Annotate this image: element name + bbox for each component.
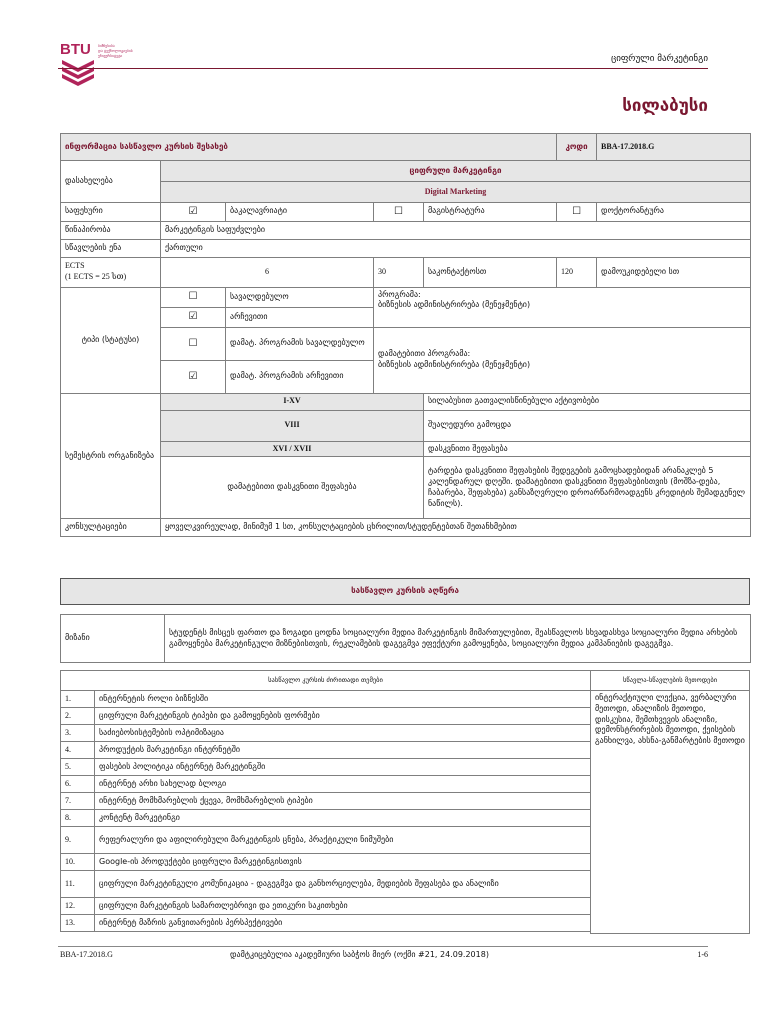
type-checkbox-add-mandatory: ☐ — [161, 327, 226, 360]
topic-number: 5. — [61, 759, 95, 776]
ects-title: ECTS — [65, 261, 85, 271]
topic-number: 7. — [61, 793, 95, 810]
topic-title: პროდუქტის მარკეტინგი ინტერნეტში — [95, 742, 591, 759]
topic-title: ციფრული მარკეტინგული კომუნიკაცია - დაგეგმვა და განხორციელება, მედიების შეფასება და ანალიზი — [95, 871, 591, 898]
topic-number: 11. — [61, 871, 95, 898]
btu-logo — [58, 38, 148, 86]
contact-hours: 30 — [374, 257, 424, 287]
footer-page: 1-6 — [697, 950, 708, 959]
level-label: საფეხური — [61, 203, 161, 222]
sem-weeks-1: I-XV — [161, 393, 424, 410]
consult-value: ყოველკვირეულად, მინიმუმ 1 სთ, კონსულტაციების ცხრილით/სტუდენტებთან შეთანხმებით — [161, 519, 751, 537]
add-program-value: ბიზნესის ადმინისტრირება (მენეჯმენტი) — [378, 360, 531, 369]
type-checkbox-elective: ☑ — [161, 307, 226, 327]
logo-text: BTU — [60, 41, 91, 58]
topic-row — [61, 915, 591, 932]
topic-number: 3. — [61, 725, 95, 742]
topic-title: კონტენტ მარკეტინგი — [95, 810, 591, 827]
code-value: BBA-17.2018.G — [597, 134, 751, 161]
type-mandatory: სავალდებულო — [226, 287, 374, 307]
topic-row — [61, 708, 591, 725]
methods-header: სწავლა-სწავლების მეთოდები — [591, 671, 750, 691]
info-section-title: ინფორმაცია სასწავლო კურსის შესახებ — [61, 134, 557, 161]
topic-number: 1. — [61, 691, 95, 708]
topic-title: რეფერალური და აფილირებული მარკეტინგის ცნება, პრაქტიკული ნიმუშები — [95, 827, 591, 854]
name-label: დასახელება — [61, 161, 161, 203]
footer-divider — [58, 946, 708, 947]
aim-text: სტუდენტს მისცეს ფართო და ზოგადი ცოდნა სოციალური მედია მარკეტინგის მიმართულებით, შეასწავლოს სხვადასხვა სოციალური მედია არხების გამოყენება მარკეტინგული მიზნებისთვის, რეკლამების დაგეგმვა ეფექტური გამოყენება, სოციალური მედია კამპანიების დაგეგმვა. — [165, 615, 751, 663]
methods-table — [590, 670, 750, 934]
level-checkbox-doctoral: ☐ — [557, 203, 597, 222]
footer-code: BBA-17.2018.G — [60, 950, 113, 959]
type-label: ტიპი (სტატუსი) — [61, 287, 161, 393]
contact-label: საკონტაქტოსთ — [424, 257, 557, 287]
level-checkbox-master: ☐ — [374, 203, 424, 222]
topic-row — [61, 898, 591, 915]
topic-row — [61, 742, 591, 759]
topic-title: ციფრული მარკეტინგის სამართლებრივი და ეთიკური საკითხები — [95, 898, 591, 915]
topic-row — [61, 827, 591, 854]
code-label: კოდი — [557, 134, 597, 161]
header-divider — [58, 68, 708, 69]
topic-number: 12. — [61, 898, 95, 915]
type-checkbox-add-elective: ☑ — [161, 360, 226, 393]
description-title: სასწავლო კურსის აღწერა — [61, 579, 750, 605]
type-elective: არჩევითი — [226, 307, 374, 327]
sem-desc-2: შუალედური გამოცდა — [424, 410, 751, 441]
prereq-value: მარკეტინგის საფუძვლები — [161, 221, 751, 239]
independent-hours: 120 — [557, 257, 597, 287]
sem-desc-4: ტარდება დასკვნითი შეფასების შედეგების გამოცხადებიდან არანაკლებ 5 კალენდარულ დღეში. დამატებითი დასკვნითი შეფასებისთვის (მოშზა-დება, ჩაბარება, შეფასება) განსაზღვრული დროარწარმოადგენს კრედიტის შემადგენელ ნაწილს). — [424, 457, 751, 519]
level-bachelor: ბაკალავრიატი — [226, 203, 374, 222]
topic-row — [61, 871, 591, 898]
page-title: სილაბუსი — [622, 96, 708, 116]
topic-row — [61, 810, 591, 827]
add-program-label: დამატებითი პროგრამა: — [378, 349, 471, 359]
topic-row — [61, 793, 591, 810]
type-add-mandatory: დამატ. პროგრამის სავალდებულო — [226, 327, 374, 360]
topic-number: 8. — [61, 810, 95, 827]
topic-row — [61, 691, 591, 708]
topic-title: Google-ის პროდუქტები ციფრული მარკეტინგისთვის — [95, 854, 591, 871]
sem-weeks-2: VIII — [161, 410, 424, 441]
course-info-table — [60, 133, 751, 537]
program-label: პროგრამა: — [378, 289, 421, 299]
topic-row — [61, 759, 591, 776]
semester-label: სემესტრის ორგანიზება — [61, 393, 161, 519]
topic-number: 10. — [61, 854, 95, 871]
level-checkbox-bachelor: ☑ — [161, 203, 226, 222]
sem-desc-3: დასკვნითი შეფასება — [424, 441, 751, 457]
program-cell — [374, 287, 751, 327]
independent-label: დამოუკიდებელი სთ — [597, 257, 751, 287]
topic-title: ფასების პოლიტიკა ინტერნეტ მარკეტინგში — [95, 759, 591, 776]
aim-label: მიზანი — [61, 615, 165, 663]
logo-subtext-2: და ტექნოლოგიების — [98, 49, 133, 53]
description-header-table — [60, 578, 750, 605]
topic-title: ინტერნეტ მომხმარებლის ქცევა, მომხმარებლის ტიპები — [95, 793, 591, 810]
topic-number: 2. — [61, 708, 95, 725]
aim-table — [60, 614, 751, 663]
add-program-cell — [374, 327, 751, 393]
topic-row — [61, 854, 591, 871]
level-master: მაგისტრატურა — [424, 203, 557, 222]
name-ka: ციფრული მარკეტინგი — [161, 161, 751, 182]
topic-number: 6. — [61, 776, 95, 793]
name-en: Digital Marketing — [161, 182, 751, 203]
topics-table — [60, 670, 591, 932]
language-label: სწავლების ენა — [61, 239, 161, 257]
prereq-label: წინაპირობა — [61, 221, 161, 239]
topic-number: 4. — [61, 742, 95, 759]
program-value: ბიზნესის ადმინისტრირება (მენეჯმენტი) — [378, 300, 531, 310]
methods-text: ინტერაქტიული ლექცია, ვერბალური მეთოდი, ანალიზის მეთოდი, დისკუსია, შემთხვევის ანალიზი, დემონსტრირების მეთოდი, ქეისების განხილვა, ახსნა-განმარტების მეთოდი — [591, 691, 750, 934]
language-value: ქართული — [161, 239, 751, 257]
footer-approval: დამტკიცებულია აკადემიური საბჭოს მიერ (ოქმი #21, 24.09.2018) — [230, 950, 489, 959]
ects-label — [61, 257, 161, 287]
header-course-title: ციფრული მარკეტინგი — [611, 54, 708, 64]
ects-value: 6 — [161, 257, 374, 287]
topic-row — [61, 776, 591, 793]
topic-number: 9. — [61, 827, 95, 854]
topic-title: ინტერნეტ არხი სახელად ბლოგი — [95, 776, 591, 793]
consult-label: კონსულტაციები — [61, 519, 161, 537]
topic-number: 13. — [61, 915, 95, 932]
type-add-elective: დამატ. პროგრამის არჩევითი — [226, 360, 374, 393]
logo-subtext-1: ბიზნესისა — [98, 44, 115, 48]
type-checkbox-mandatory: ☐ — [161, 287, 226, 307]
topic-title: ციფრული მარკეტინგის ტიპები და გამოყენების ფორმები — [95, 708, 591, 725]
topic-title: საძიებოსისტემების ოპტიმიზაცია — [95, 725, 591, 742]
ects-sub: (1 ECTS = 25 სთ) — [65, 272, 127, 281]
topics-header: სასწავლო კურსის ძირითადი თემები — [61, 671, 591, 691]
logo-subtext-3: უნივერსიტეტი — [98, 54, 123, 58]
topic-title: ინტერნეტ მაზრის განვითარების პერსპექტივები — [95, 915, 591, 932]
sem-weeks-3: XVI / XVII — [161, 441, 424, 457]
sem-desc-1: სილაბუსით გათვალისწინებული აქტივობები — [424, 393, 751, 410]
sem-weeks-4: დამატებითი დასკვნითი შეფასება — [161, 457, 424, 519]
level-doctoral: დოქტორანტურა — [597, 203, 751, 222]
topic-row — [61, 725, 591, 742]
topic-title: ინტერნეტის როლი ბიზნესში — [95, 691, 591, 708]
